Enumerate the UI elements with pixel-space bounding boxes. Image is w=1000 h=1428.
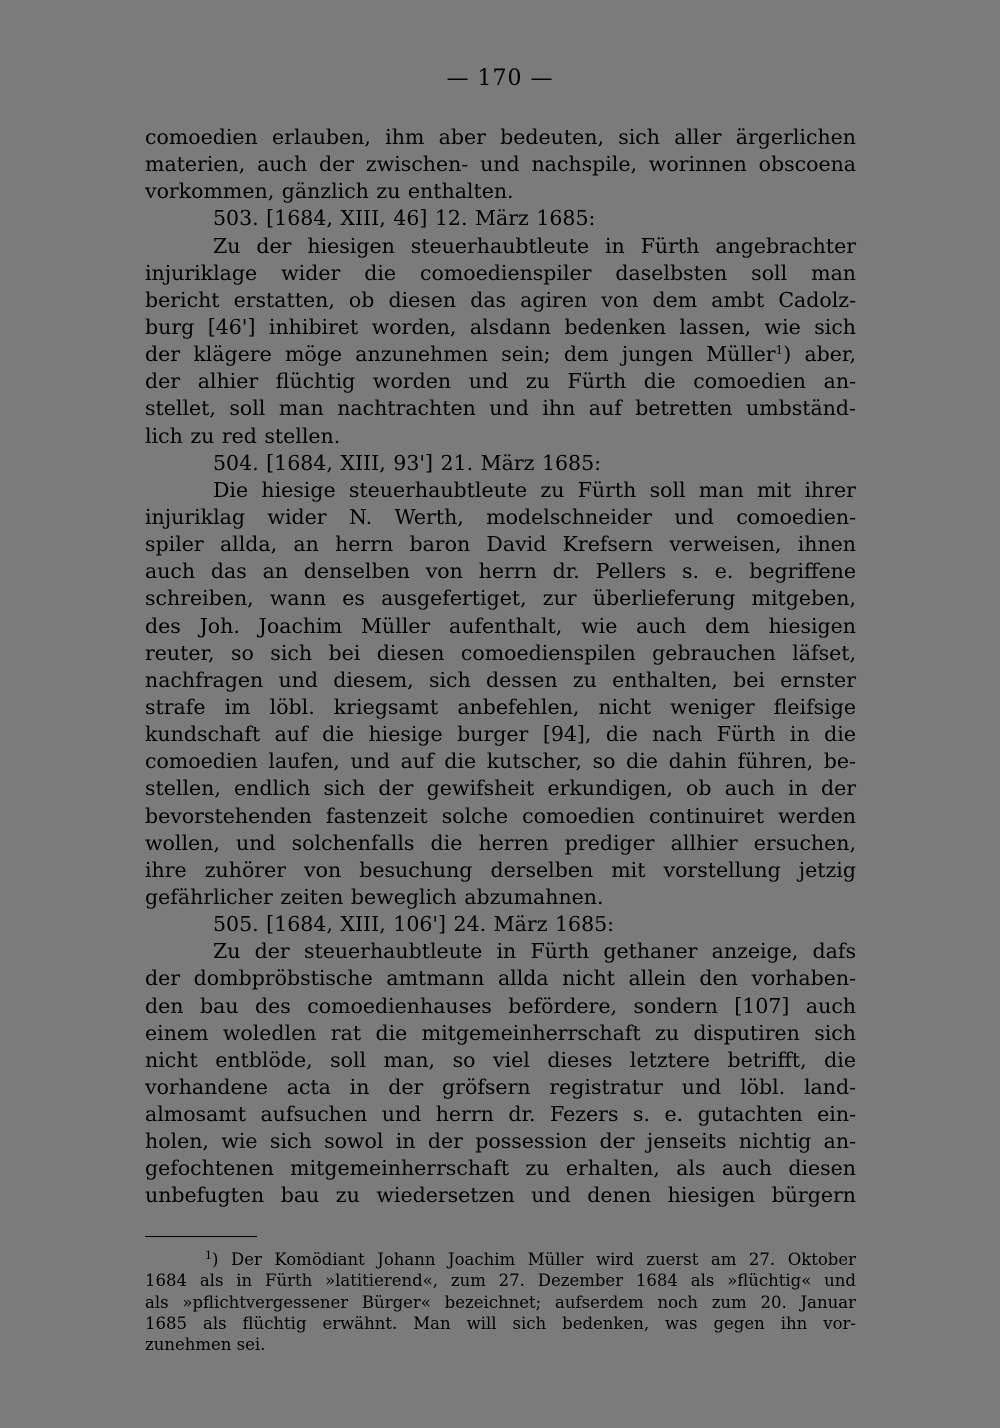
line-text: gefährlicher zeiten beweglich abzumahnen. <box>145 884 604 909</box>
line-text: lich zu red stellen. <box>145 423 341 448</box>
line-text: auch das an denselben von herrn dr. Pellers s. e. begriffene <box>145 559 856 584</box>
text-line <box>145 938 856 965</box>
page-number: — 170 — <box>446 66 554 91</box>
line-text: Die hiesige steuerhaubtleute zu Fürth soll man mit ihrer <box>213 477 856 502</box>
text-line <box>145 721 856 748</box>
text-line <box>145 748 856 775</box>
line-text: einem woledlen rat die mitgemeinherrschaft zu disputiren sich <box>145 1020 856 1045</box>
text-line <box>145 504 856 531</box>
text-line <box>145 1128 856 1155</box>
footnote-line <box>145 1270 856 1291</box>
line-text: den bau des comoedienhauses befördere, sondern [107] auch <box>145 993 856 1018</box>
text-line <box>145 830 856 857</box>
text-line <box>145 857 856 884</box>
text-line <box>145 1020 856 1047</box>
text-line <box>145 911 856 938</box>
text-line <box>145 558 856 585</box>
text-line <box>145 775 856 802</box>
line-text: vorhandene acta in der gröfsern registratur und löbl. land- <box>145 1074 856 1099</box>
footnote-text: als »pflichtvergessener Bürger« bezeichnet; aufserdem noch zum 20. Januar <box>145 1292 856 1312</box>
footnote-number: 1 <box>205 1249 212 1262</box>
line-text: spiler allda, an herrn baron David Krefsern verweisen, ihnen <box>145 532 856 557</box>
text-line <box>145 395 856 422</box>
text-line <box>145 1074 856 1101</box>
body-text <box>145 124 856 1210</box>
footnotes <box>145 1249 856 1355</box>
text-line <box>145 1047 856 1074</box>
line-text: der klägere möge anzunehmen sein; dem jungen Müller <box>145 342 776 367</box>
text-line <box>145 613 856 640</box>
text-line <box>145 178 856 205</box>
line-text: Zu der steuerhaubtleute in Fürth gethaner anzeige, dafs <box>213 939 856 964</box>
line-text: bericht erstatten, ob diesen das agiren von dem ambt Cadolz- <box>145 287 856 312</box>
text-line <box>145 667 856 694</box>
footnote-line <box>145 1334 856 1355</box>
text-line <box>145 1155 856 1182</box>
line-text-continued: ) aber, <box>783 342 856 367</box>
line-text: 503. [1684, XIII, 46] 12. März 1685: <box>213 206 596 231</box>
text-line <box>145 884 856 911</box>
text-line <box>145 233 856 260</box>
footnote-marker: 1 <box>775 343 784 358</box>
footnote-line <box>145 1249 856 1270</box>
line-text: nicht entblöde, soll man, so viel dieses letztere betrifft, die <box>145 1047 856 1072</box>
text-line <box>145 965 856 992</box>
line-text: almosamt aufsuchen und herrn dr. Fezers s. e. gutachten ein- <box>145 1102 856 1127</box>
line-text: der alhier flüchtig worden und zu Fürth die comoedien an- <box>145 369 856 394</box>
footnote-line <box>145 1292 856 1313</box>
text-line <box>145 151 856 178</box>
text-line <box>145 477 856 504</box>
line-text: ihre zuhörer von besuchung derselben mit vorstellung jetzig <box>145 857 856 882</box>
text-line <box>145 585 856 612</box>
line-text: stellet, soll man nachtrachten und ihn auf betretten umbständ- <box>145 396 856 421</box>
line-text: injuriklag wider N. Werth, modelschneider und comoedien- <box>145 504 856 529</box>
line-text: des Joh. Joachim Müller aufenthalt, wie auch dem hiesigen <box>145 613 856 638</box>
footnote-line <box>145 1313 856 1334</box>
text-line <box>145 341 856 368</box>
line-text: der dombpröbstische amtmann allda nicht allein den vorhaben- <box>145 966 856 991</box>
line-text: injuriklage wider die comoedienspiler daselbsten soll man <box>145 260 856 285</box>
text-line <box>145 260 856 287</box>
text-line <box>145 368 856 395</box>
text-line <box>145 205 856 232</box>
line-text: 505. [1684, XIII, 106'] 24. März 1685: <box>213 912 615 937</box>
footnote-text: ) Der Komödiant Johann Joachim Müller wird zuerst am 27. Oktober <box>212 1250 856 1269</box>
line-text: nachfragen und diesem, sich dessen zu enthalten, bei ernster <box>145 667 856 692</box>
text-line <box>145 314 856 341</box>
footnote-text: zunehmen sei. <box>145 1335 266 1355</box>
text-line <box>145 694 856 721</box>
text-line <box>145 423 856 450</box>
text-line <box>145 124 856 151</box>
line-text: schreiben, wann es ausgefertiget, zur überlieferung mitgeben, <box>145 586 856 611</box>
line-text: unbefugten bau zu wiedersetzen und denen hiesigen bürgern <box>145 1183 856 1208</box>
text-line <box>145 803 856 830</box>
line-text: holen, wie sich sowol in der possession der jenseits nichtig an- <box>145 1129 856 1154</box>
text-line <box>145 1182 856 1209</box>
line-text: bevorstehenden fastenzeit solche comoedien continuiret werden <box>145 803 856 828</box>
line-text: stellen, endlich sich der gewifsheit erkundigen, ob auch in der <box>145 776 856 801</box>
line-text: comoedien laufen, und auf die kutscher, so die dahin führen, be- <box>145 749 856 774</box>
line-text: vorkommen, gänzlich zu enthalten. <box>145 179 514 204</box>
line-text: kundschaft auf die hiesige burger [94], die nach Fürth in die <box>145 722 856 747</box>
line-text: comoedien erlauben, ihm aber bedeuten, sich aller ärgerlichen <box>145 125 856 149</box>
line-text: burg [46'] inhibiret worden, alsdann bedenken lassen, wie sich <box>145 314 856 339</box>
text-line <box>145 450 856 477</box>
footnote-divider <box>145 1236 257 1237</box>
line-text: wollen, und solchenfalls die herren prediger allhier ersuchen, <box>145 830 856 855</box>
footnote-text: 1684 als in Fürth »latitierend«, zum 27. Dezember 1684 als »flüchtig« und <box>145 1271 856 1291</box>
text-line <box>145 287 856 314</box>
text-line <box>145 1101 856 1128</box>
text-line <box>145 531 856 558</box>
text-line <box>145 640 856 667</box>
text-line <box>145 993 856 1020</box>
footnote-text: 1685 als flüchtig erwähnt. Man will sich bedenken, was gegen ihn vor- <box>145 1313 856 1333</box>
line-text: gefochtenen mitgemeinherrschaft zu erhalten, als auch diesen <box>145 1156 856 1181</box>
line-text: 504. [1684, XIII, 93'] 21. März 1685: <box>213 450 602 475</box>
line-text: materien, auch der zwischen- und nachspile, worinnen obscoena <box>145 152 856 177</box>
line-text: Zu der hiesigen steuerhaubtleute in Fürth angebrachter <box>213 233 856 258</box>
line-text: reuter, so sich bei diesen comoedienspilen gebrauchen läfset, <box>145 640 856 665</box>
line-text: strafe im löbl. kriegsamt anbefehlen, nicht weniger fleifsige <box>145 694 856 719</box>
